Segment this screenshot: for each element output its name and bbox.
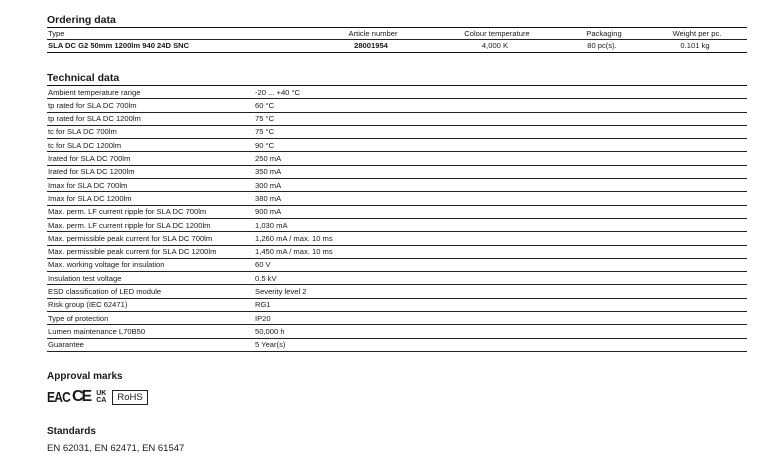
ukca-mark-top: UK bbox=[96, 390, 107, 397]
ukca-mark-bottom: CA bbox=[96, 397, 107, 404]
tech-row-value: -20 ... +40 °C bbox=[255, 87, 301, 97]
tech-row bbox=[47, 166, 747, 179]
standards-text: EN 62031, EN 62471, EN 61547 bbox=[47, 443, 185, 454]
col-header-colour: Colour temperature bbox=[464, 29, 530, 38]
tech-row bbox=[47, 325, 747, 338]
tech-row-label: Max. perm. LF current ripple for SLA DC 1200lm bbox=[48, 220, 211, 230]
tech-row-value: 60 °C bbox=[255, 100, 275, 110]
tech-row-label: Irated for SLA DC 1200lm bbox=[48, 167, 135, 177]
tech-row bbox=[47, 339, 747, 352]
tech-row-label: Max. working voltage for insulation bbox=[48, 260, 165, 270]
standards-heading: Standards bbox=[47, 426, 96, 437]
technical-heading: Technical data bbox=[47, 72, 120, 84]
tech-row bbox=[47, 286, 747, 299]
tech-row-label: tp rated for SLA DC 700lm bbox=[48, 100, 137, 110]
ordering-type-value: SLA DC G2 50mm 1200lm 940 24D SNC bbox=[48, 41, 190, 50]
tech-row bbox=[47, 153, 747, 166]
tech-row-label: Lumen maintenance L70B50 bbox=[48, 326, 146, 336]
tech-row-value: 5 Year(s) bbox=[255, 340, 286, 350]
tech-row bbox=[47, 272, 747, 285]
tech-row-value: 250 mA bbox=[255, 154, 282, 163]
tech-row-value: 350 mA bbox=[255, 167, 282, 177]
tech-row-label: Imax for SLA DC 1200lm bbox=[48, 193, 132, 203]
tech-row-value: 75 °C bbox=[255, 127, 275, 137]
tech-row-value: 75 °C bbox=[255, 114, 275, 124]
tech-row-label: Irated for SLA DC 700lm bbox=[48, 154, 131, 163]
tech-row-value: 0.5 kV bbox=[255, 273, 277, 283]
tech-row-value: 1,260 mA / max. 10 ms bbox=[255, 233, 333, 243]
tech-row bbox=[47, 246, 747, 259]
tech-row bbox=[47, 219, 747, 232]
tech-row bbox=[47, 126, 747, 139]
tech-row bbox=[47, 206, 747, 219]
ordering-packaging-value: 80 pc(s). bbox=[587, 41, 617, 50]
tech-row-label: Max. perm. LF current ripple for SLA DC 700lm bbox=[48, 207, 207, 217]
tech-row-value: 380 mA bbox=[255, 193, 282, 203]
tech-row-value: 90 °C bbox=[255, 140, 275, 150]
tech-row-label: tc for SLA DC 1200lm bbox=[48, 140, 122, 150]
col-header-packaging: Packaging bbox=[586, 29, 622, 38]
ce-mark: CE bbox=[72, 388, 91, 405]
tech-row-divider bbox=[47, 351, 747, 352]
tech-row-label: Risk group (IEC 62471) bbox=[48, 300, 128, 310]
ordering-colour-value: 4,000 K bbox=[481, 41, 509, 50]
tech-row-label: Insulation test voltage bbox=[48, 273, 122, 283]
tech-row-value: 900 mA bbox=[255, 207, 282, 217]
tech-row bbox=[47, 299, 747, 312]
ukca-mark bbox=[96, 390, 106, 404]
tech-row-value: IP20 bbox=[255, 313, 271, 323]
ordering-top-rule bbox=[47, 27, 747, 28]
tech-row bbox=[47, 232, 747, 245]
tech-row-label: Imax for SLA DC 700lm bbox=[48, 180, 128, 190]
tech-row-label: ESD classification of LED module bbox=[48, 287, 162, 296]
tech-row-value: Severity level 2 bbox=[255, 287, 307, 296]
tech-row-label: Type of protection bbox=[48, 313, 109, 323]
tech-row-label: Ambient temperature range bbox=[48, 87, 141, 97]
tech-row bbox=[47, 259, 747, 272]
col-header-article: Article number bbox=[348, 29, 398, 38]
tech-row-label: tc for SLA DC 700lm bbox=[48, 127, 117, 137]
col-header-type: Type bbox=[48, 29, 65, 38]
tech-row-label: Max. permissible peak current for SLA DC 700lm bbox=[48, 233, 213, 243]
tech-row bbox=[47, 179, 747, 192]
ordering-article-value: 28001954 bbox=[354, 41, 388, 50]
tech-row-value: 1,450 mA / max. 10 ms bbox=[255, 247, 333, 257]
tech-row bbox=[47, 312, 747, 325]
tech-row bbox=[47, 113, 747, 126]
tech-row-value: 60 V bbox=[255, 260, 271, 270]
ordering-weight-value: 0.101 kg bbox=[680, 41, 710, 50]
tech-row-value: 50,000 h bbox=[255, 326, 285, 336]
ordering-heading: Ordering data bbox=[47, 14, 116, 26]
tech-row-label: Guarantee bbox=[48, 340, 84, 350]
rohs-mark: RoHS bbox=[112, 390, 147, 405]
tech-row-label: tp rated for SLA DC 1200lm bbox=[48, 114, 141, 124]
approval-heading: Approval marks bbox=[47, 371, 123, 382]
approval-marks bbox=[47, 387, 148, 407]
tech-row bbox=[47, 99, 747, 112]
tech-row-label: Max. permissible peak current for SLA DC 1200lm bbox=[48, 247, 217, 257]
tech-row bbox=[47, 86, 747, 99]
eac-mark: EAC bbox=[47, 388, 70, 406]
ordering-header-rule bbox=[47, 39, 747, 40]
ordering-bottom-rule bbox=[47, 52, 747, 53]
col-header-weight: Weight per pc. bbox=[672, 29, 722, 38]
tech-row bbox=[47, 192, 747, 205]
tech-row bbox=[47, 139, 747, 152]
tech-row-value: 1,030 mA bbox=[255, 220, 288, 230]
tech-row-value: RG1 bbox=[255, 300, 271, 310]
tech-row-value: 300 mA bbox=[255, 180, 282, 190]
